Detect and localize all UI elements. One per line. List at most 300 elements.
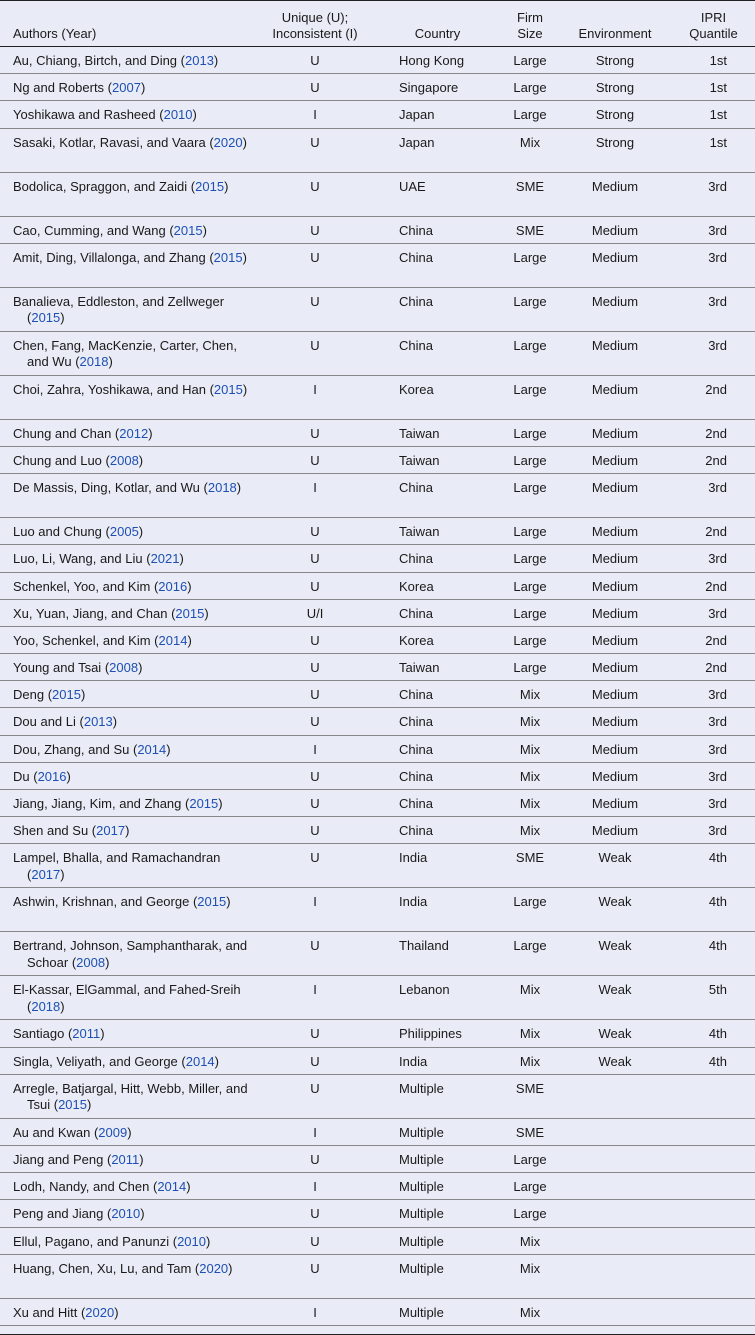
year-link[interactable]: 2015 [189,796,219,811]
cell-ipri-quantile: 3rd [708,293,727,309]
authors-year-line: Santiago (2011) [13,1026,105,1042]
cell-country: China [399,293,433,309]
cell-unique-inconsistent: U [310,524,320,540]
authors-text: Ng and Roberts [13,80,105,96]
authors-text: Chung and Luo [13,452,102,468]
header-ipri-line1: IPRI [700,10,727,25]
cell-firm-size: Large [513,337,547,353]
cell-authors-year [0,480,255,497]
year-link[interactable]: 2018 [31,998,61,1014]
cell-authors-year [0,1206,255,1223]
cell-firm-size: Mix [519,1053,541,1069]
cell-country: Hong Kong [399,53,465,68]
header-firm-size [500,10,560,42]
table-row [0,518,755,545]
authors-text: Luo, Li, Wang, and Liu [13,551,143,567]
cell-firm-size: Mix [519,823,541,839]
table-row [0,1173,755,1200]
cell-country: China [399,741,433,757]
year-link[interactable]: 2014 [137,741,167,757]
cell-country: Japan [399,107,435,123]
cell-authors-year [0,1081,255,1114]
cell-authors-year [0,1054,255,1071]
cell-unique-inconsistent: U [310,249,320,265]
header-authors: Authors (Year) [13,26,97,41]
cell-ipri-quantile: 2nd [705,660,727,676]
authors-year-line: Luo, Li, Wang, and Liu (2021) [13,551,184,567]
cell-unique-inconsistent: U [310,222,320,238]
cell-country: Multiple [399,1124,444,1140]
year-link[interactable]: 2005 [109,524,139,540]
year-link[interactable]: 2015 [52,687,81,703]
cell-firm-size: Large [513,107,547,123]
table-row [0,844,755,888]
cell-unique-inconsistent: I [313,1124,317,1140]
cell-environment: Strong [595,53,635,68]
cell-environment: Weak [598,1053,632,1069]
cell-country: Korea [399,578,434,594]
cell-firm-size: SME [515,1080,545,1096]
cell-firm-size: Large [513,605,547,621]
cell-authors-year [0,579,255,596]
cell-environment: Strong [595,134,635,150]
table-row [0,1075,755,1119]
year-link[interactable]: 2010 [177,1233,206,1249]
cell-environment: Medium [591,796,639,811]
year-link[interactable]: 2018 [207,480,237,496]
cell-country: India [399,1053,428,1069]
cell-ipri-quantile: 2nd [705,578,727,594]
authors-year-line: Ng and Roberts (2007) [13,80,146,96]
cell-authors-year [0,179,255,196]
year-link[interactable]: 2010 [163,107,193,123]
cell-country: Japan [399,134,435,150]
table-row [0,1200,755,1227]
table-body [0,47,755,1326]
cell-authors-year [0,426,255,443]
table-row [0,74,755,101]
cell-authors-year [0,714,255,731]
cell-environment: Medium [591,337,639,353]
year-link[interactable]: 2015 [197,894,227,910]
cell-country: Philippines [399,1026,462,1042]
cell-firm-size: Large [513,578,547,594]
cell-unique-inconsistent: U [310,1260,320,1276]
cell-authors-year [0,107,255,124]
authors-text: Bodolica, Spraggon, and Zaidi [13,178,188,194]
cell-country: China [399,480,433,496]
authors-year-line: Arregle, Batjargal, Hitt, Webb, Miller, and Tsui (2015) [13,1080,248,1113]
table-row [0,736,755,763]
year-link[interactable]: 2015 [213,249,243,265]
year-link[interactable]: 2011 [72,1026,101,1042]
cell-unique-inconsistent: I [313,1179,317,1195]
table-row [0,1299,755,1326]
table-header [0,1,755,47]
cell-unique-inconsistent: U [310,578,320,594]
authors-text: Amit, Ding, Villalonga, and Zhang [13,249,206,265]
cell-authors-year [0,53,255,70]
year-link[interactable]: 2015 [58,1097,87,1113]
table-row [0,101,755,128]
cell-environment: Weak [598,982,632,998]
cell-environment: Medium [591,249,639,265]
table-row [0,681,755,708]
cell-ipri-quantile: 1st [709,107,727,123]
authors-year-line: Deng (2015) [13,687,86,703]
cell-unique-inconsistent: U [310,938,320,954]
cell-ipri-quantile: 1st [709,80,727,96]
cell-environment: Strong [595,80,635,96]
authors-year-line: Bertrand, Johnson, Samphantharak, and Schoar (2008) [13,938,248,970]
table-row [0,376,755,420]
cell-authors-year [0,338,255,371]
cell-firm-size: SME [515,850,545,866]
cell-environment: Medium [591,452,639,468]
cell-firm-size: Mix [519,741,541,757]
year-link[interactable]: 2013 [185,53,214,68]
cell-country: Multiple [399,1304,444,1320]
year-link[interactable]: 2015 [31,310,61,326]
cell-firm-size: Large [513,249,547,265]
cell-country: China [399,796,433,811]
cell-authors-year [0,1179,255,1196]
cell-unique-inconsistent: I [313,741,317,757]
cell-firm-size: Large [513,480,547,496]
cell-authors-year [0,938,255,971]
cell-unique-inconsistent: I [313,894,317,910]
header-country: Country [414,26,461,41]
authors-year-line: Xu and Hitt (2020) [13,1304,119,1320]
year-link[interactable]: 2009 [98,1124,128,1140]
authors-text: Schenkel, Yoo, and Kim [13,578,151,594]
year-link[interactable]: 2012 [119,425,149,441]
cell-unique-inconsistent: U [310,134,320,150]
cell-country: Multiple [399,1080,444,1096]
authors-text: Lampel, Bhalla, and Ramachandran [13,850,221,866]
cell-authors-year [0,606,255,623]
cell-firm-size: Mix [519,1233,541,1249]
cell-environment: Medium [591,632,639,648]
authors-text: Singla, Veliyath, and George [13,1053,178,1069]
year-link[interactable]: 2013 [83,714,113,730]
authors-text: Deng [13,687,45,703]
cell-ipri-quantile: 3rd [708,741,727,757]
cell-country: Singapore [399,80,459,96]
authors-year-line: Chung and Luo (2008) [13,452,144,468]
cell-unique-inconsistent: U [310,337,320,353]
cell-authors-year [0,1026,255,1043]
year-link[interactable]: 2020 [213,134,243,150]
cell-authors-year [0,982,255,1015]
cell-authors-year [0,850,255,883]
year-link[interactable]: 2016 [158,578,188,594]
table-row [0,763,755,790]
authors-year-line: De Massis, Ding, Kotlar, and Wu (2018) [13,480,242,496]
authors-year-line: Au, Chiang, Birtch, and Ding (2013) [13,53,219,68]
cell-authors-year [0,1261,255,1278]
cell-authors-year [0,250,255,267]
cell-ipri-quantile: 3rd [708,768,727,784]
cell-country: China [399,768,433,784]
cell-unique-inconsistent: I [313,982,317,998]
cell-ipri-quantile: 3rd [708,480,727,496]
cell-country: Korea [399,632,434,648]
cell-environment: Medium [591,293,639,309]
cell-firm-size: Large [513,938,547,954]
authors-text: Luo and Chung [13,524,102,540]
cell-firm-size: Large [513,452,547,468]
authors-text: Bertrand, Johnson, Samphantharak, and Schoar [13,938,248,970]
year-link[interactable]: 2018 [79,354,109,370]
year-link[interactable]: 2010 [111,1206,141,1222]
authors-year-line: Lampel, Bhalla, and Ramachandran (2017) [13,850,221,882]
authors-text: Shen and Su [13,823,89,839]
cell-authors-year [0,294,255,327]
authors-text: Choi, Zahra, Yoshikawa, and Han [13,381,206,397]
authors-year-line: Jiang, Jiang, Kim, and Zhang (2015) [13,796,223,811]
cell-country: Multiple [399,1206,444,1222]
cell-unique-inconsistent: U [310,1151,320,1167]
cell-unique-inconsistent: U [310,823,320,839]
cell-country: Taiwan [399,524,440,540]
cell-environment: Strong [595,107,635,123]
authors-year-line: Shen and Su (2017) [13,823,130,839]
cell-country: India [399,850,428,866]
cell-firm-size: SME [515,1124,545,1140]
header-ipri-line2: Quantile [689,26,738,41]
cell-unique-inconsistent: I [313,1304,317,1320]
cell-unique-inconsistent: U [310,1206,320,1222]
cell-firm-size: Large [513,53,547,68]
cell-environment: Medium [591,823,639,839]
cell-authors-year [0,453,255,470]
cell-country: Thailand [399,938,449,954]
cell-authors-year [0,524,255,541]
authors-text: Young and Tsai [13,660,102,676]
cell-unique-inconsistent: U [310,632,320,648]
cell-ipri-quantile: 3rd [708,687,727,703]
cell-authors-year [0,1305,255,1322]
cell-ipri-quantile: 2nd [705,632,727,648]
year-link[interactable]: 2016 [37,768,67,784]
cell-unique-inconsistent: U [310,660,320,676]
cell-ipri-quantile: 3rd [708,796,727,811]
cell-environment: Medium [591,605,639,621]
cell-environment: Medium [591,524,639,540]
cell-ipri-quantile: 3rd [708,337,727,353]
authors-text: Yoo, Schenkel, and Kim [13,632,151,648]
cell-authors-year [0,660,255,677]
authors-year-line: Schenkel, Yoo, and Kim (2016) [13,578,192,594]
cell-ipri-quantile: 5th [708,982,727,998]
cell-country: China [399,249,433,265]
table-row [0,288,755,332]
authors-year-line: El-Kassar, ElGammal, and Fahed-Sreih (2018) [13,982,241,1014]
authors-year-line: Chung and Chan (2012) [13,425,153,441]
cell-environment: Medium [591,714,639,730]
cell-environment: Medium [591,660,639,676]
cell-environment: Medium [591,178,639,194]
cell-country: UAE [399,178,426,194]
year-link[interactable]: 2014 [185,1053,215,1069]
header-ipri-quantile [670,10,755,42]
cell-firm-size: SME [515,222,545,238]
cell-ipri-quantile: 2nd [705,452,727,468]
authors-year-line: Young and Tsai (2008) [13,660,143,676]
cell-unique-inconsistent: U/I [306,605,324,621]
authors-text: Banalieva, Eddleston, and Zellweger [13,293,225,309]
authors-year-line: Dou and Li (2013) [13,714,118,730]
authors-text: Huang, Chen, Xu, Lu, and Tam [13,1260,192,1276]
cell-environment: Weak [598,938,632,954]
table-row [0,888,755,932]
authors-text: Ellul, Pagano, and Panunzi [13,1233,170,1249]
cell-unique-inconsistent: U [310,1053,320,1069]
cell-environment: Weak [598,1026,632,1042]
cell-country: Multiple [399,1233,444,1249]
authors-text: Ashwin, Krishnan, and George [13,894,190,910]
header-firm-size-line1: Firm [517,10,543,25]
cell-unique-inconsistent: U [310,178,320,194]
cell-environment: Weak [598,850,632,866]
cell-environment: Medium [591,741,639,757]
authors-text: Yoshikawa and Rasheed [13,107,156,123]
cell-environment: Medium [591,222,639,238]
cell-authors-year [0,823,255,840]
authors-year-line: Sasaki, Kotlar, Ravasi, and Vaara (2020) [13,134,247,150]
table-row [0,1146,755,1173]
cell-firm-size: Mix [519,1304,541,1320]
authors-text: Arregle, Batjargal, Hitt, Webb, Miller, and Tsui [13,1080,248,1113]
year-link[interactable]: 2017 [31,866,61,882]
year-link[interactable]: 2011 [111,1151,140,1167]
year-link[interactable]: 2015 [213,381,243,397]
cell-authors-year [0,742,255,759]
cell-country: China [399,551,433,567]
year-link[interactable]: 2020 [85,1304,115,1320]
authors-year-line: Banalieva, Eddleston, and Zellweger (2015) [13,293,225,326]
year-link[interactable]: 2015 [175,605,205,621]
cell-unique-inconsistent: U [310,551,320,567]
year-link[interactable]: 2007 [112,80,141,96]
cell-ipri-quantile: 3rd [708,551,727,567]
table-row [0,932,755,976]
authors-text: Xu and Hitt [13,1304,78,1320]
year-link[interactable]: 2014 [157,1179,187,1195]
cell-firm-size: Mix [519,982,541,998]
cell-firm-size: Mix [519,768,541,784]
year-link[interactable]: 2015 [195,178,225,194]
cell-environment: Medium [591,425,639,441]
table-row [0,447,755,474]
cell-country: China [399,337,433,353]
cell-ipri-quantile: 4th [708,894,727,910]
table-row [0,47,755,74]
cell-unique-inconsistent: U [310,425,320,441]
cell-authors-year [0,382,255,399]
cell-country: Taiwan [399,660,440,676]
cell-firm-size: Mix [519,1260,541,1276]
cell-country: Taiwan [399,452,440,468]
cell-ipri-quantile: 3rd [708,605,727,621]
cell-ipri-quantile: 2nd [705,381,727,397]
table-row [0,332,755,376]
year-link[interactable]: 2015 [173,222,203,238]
cell-country: Lebanon [399,982,450,998]
cell-environment: Weak [598,894,632,910]
table-row [0,1048,755,1075]
authors-text: Chen, Fang, MacKenzie, Carter, Chen, and Wu [13,337,238,370]
cell-authors-year [0,1125,255,1142]
year-link[interactable]: 2017 [96,823,126,839]
cell-ipri-quantile: 4th [708,850,727,866]
cell-unique-inconsistent: U [310,687,320,703]
year-link[interactable]: 2008 [109,452,139,468]
table-row [0,976,755,1020]
cell-country: Korea [399,381,434,397]
authors-year-line: Luo and Chung (2005) [13,524,144,540]
cell-firm-size: Mix [519,796,541,811]
authors-text: Du [13,768,30,784]
table-row [0,708,755,735]
authors-year-line: Ellul, Pagano, and Panunzi (2010) [13,1233,211,1249]
cell-country: China [399,222,433,238]
authors-text: Peng and Jiang [13,1206,104,1222]
cell-authors-year [0,551,255,568]
table-row [0,654,755,681]
cell-authors-year [0,894,255,911]
cell-authors-year [0,80,255,97]
authors-year-line: Ashwin, Krishnan, and George (2015) [13,894,231,910]
authors-year-line: Choi, Zahra, Yoshikawa, and Han (2015) [13,381,248,397]
cell-firm-size: SME [515,178,545,194]
cell-ipri-quantile: 1st [709,134,727,150]
cell-firm-size: Large [513,425,547,441]
cell-firm-size: Large [513,894,547,910]
cell-authors-year [0,796,255,813]
cell-environment: Medium [591,381,639,397]
cell-environment: Medium [591,768,639,784]
cell-firm-size: Large [513,381,547,397]
year-link[interactable]: 2008 [109,660,139,676]
authors-year-line: Singla, Veliyath, and George (2014) [13,1053,219,1069]
table-row [0,244,755,288]
year-link[interactable]: 2014 [158,632,188,648]
year-link[interactable]: 2008 [76,954,106,970]
cell-firm-size: Large [513,1206,547,1222]
cell-firm-size: Mix [519,1026,541,1042]
cell-unique-inconsistent: I [313,107,317,123]
authors-text: Lodh, Nandy, and Chen [13,1179,150,1195]
cell-firm-size: Large [513,293,547,309]
cell-unique-inconsistent: I [313,480,317,496]
year-link[interactable]: 2021 [150,551,180,567]
table-row [0,173,755,217]
authors-year-line: Xu, Yuan, Jiang, and Chan (2015) [13,605,209,621]
table-row [0,627,755,654]
authors-text: Au and Kwan [13,1124,91,1140]
cell-firm-size: Large [513,524,547,540]
authors-text: Au, Chiang, Birtch, and Ding [13,53,178,68]
authors-year-line: Huang, Chen, Xu, Lu, and Tam (2020) [13,1260,233,1276]
cell-country: Multiple [399,1179,444,1195]
authors-text: Jiang and Peng [13,1151,104,1167]
table-row [0,1119,755,1146]
authors-text: Santiago [13,1026,65,1042]
year-link[interactable]: 2020 [199,1260,229,1276]
authors-text: Jiang, Jiang, Kim, and Zhang [13,796,182,811]
